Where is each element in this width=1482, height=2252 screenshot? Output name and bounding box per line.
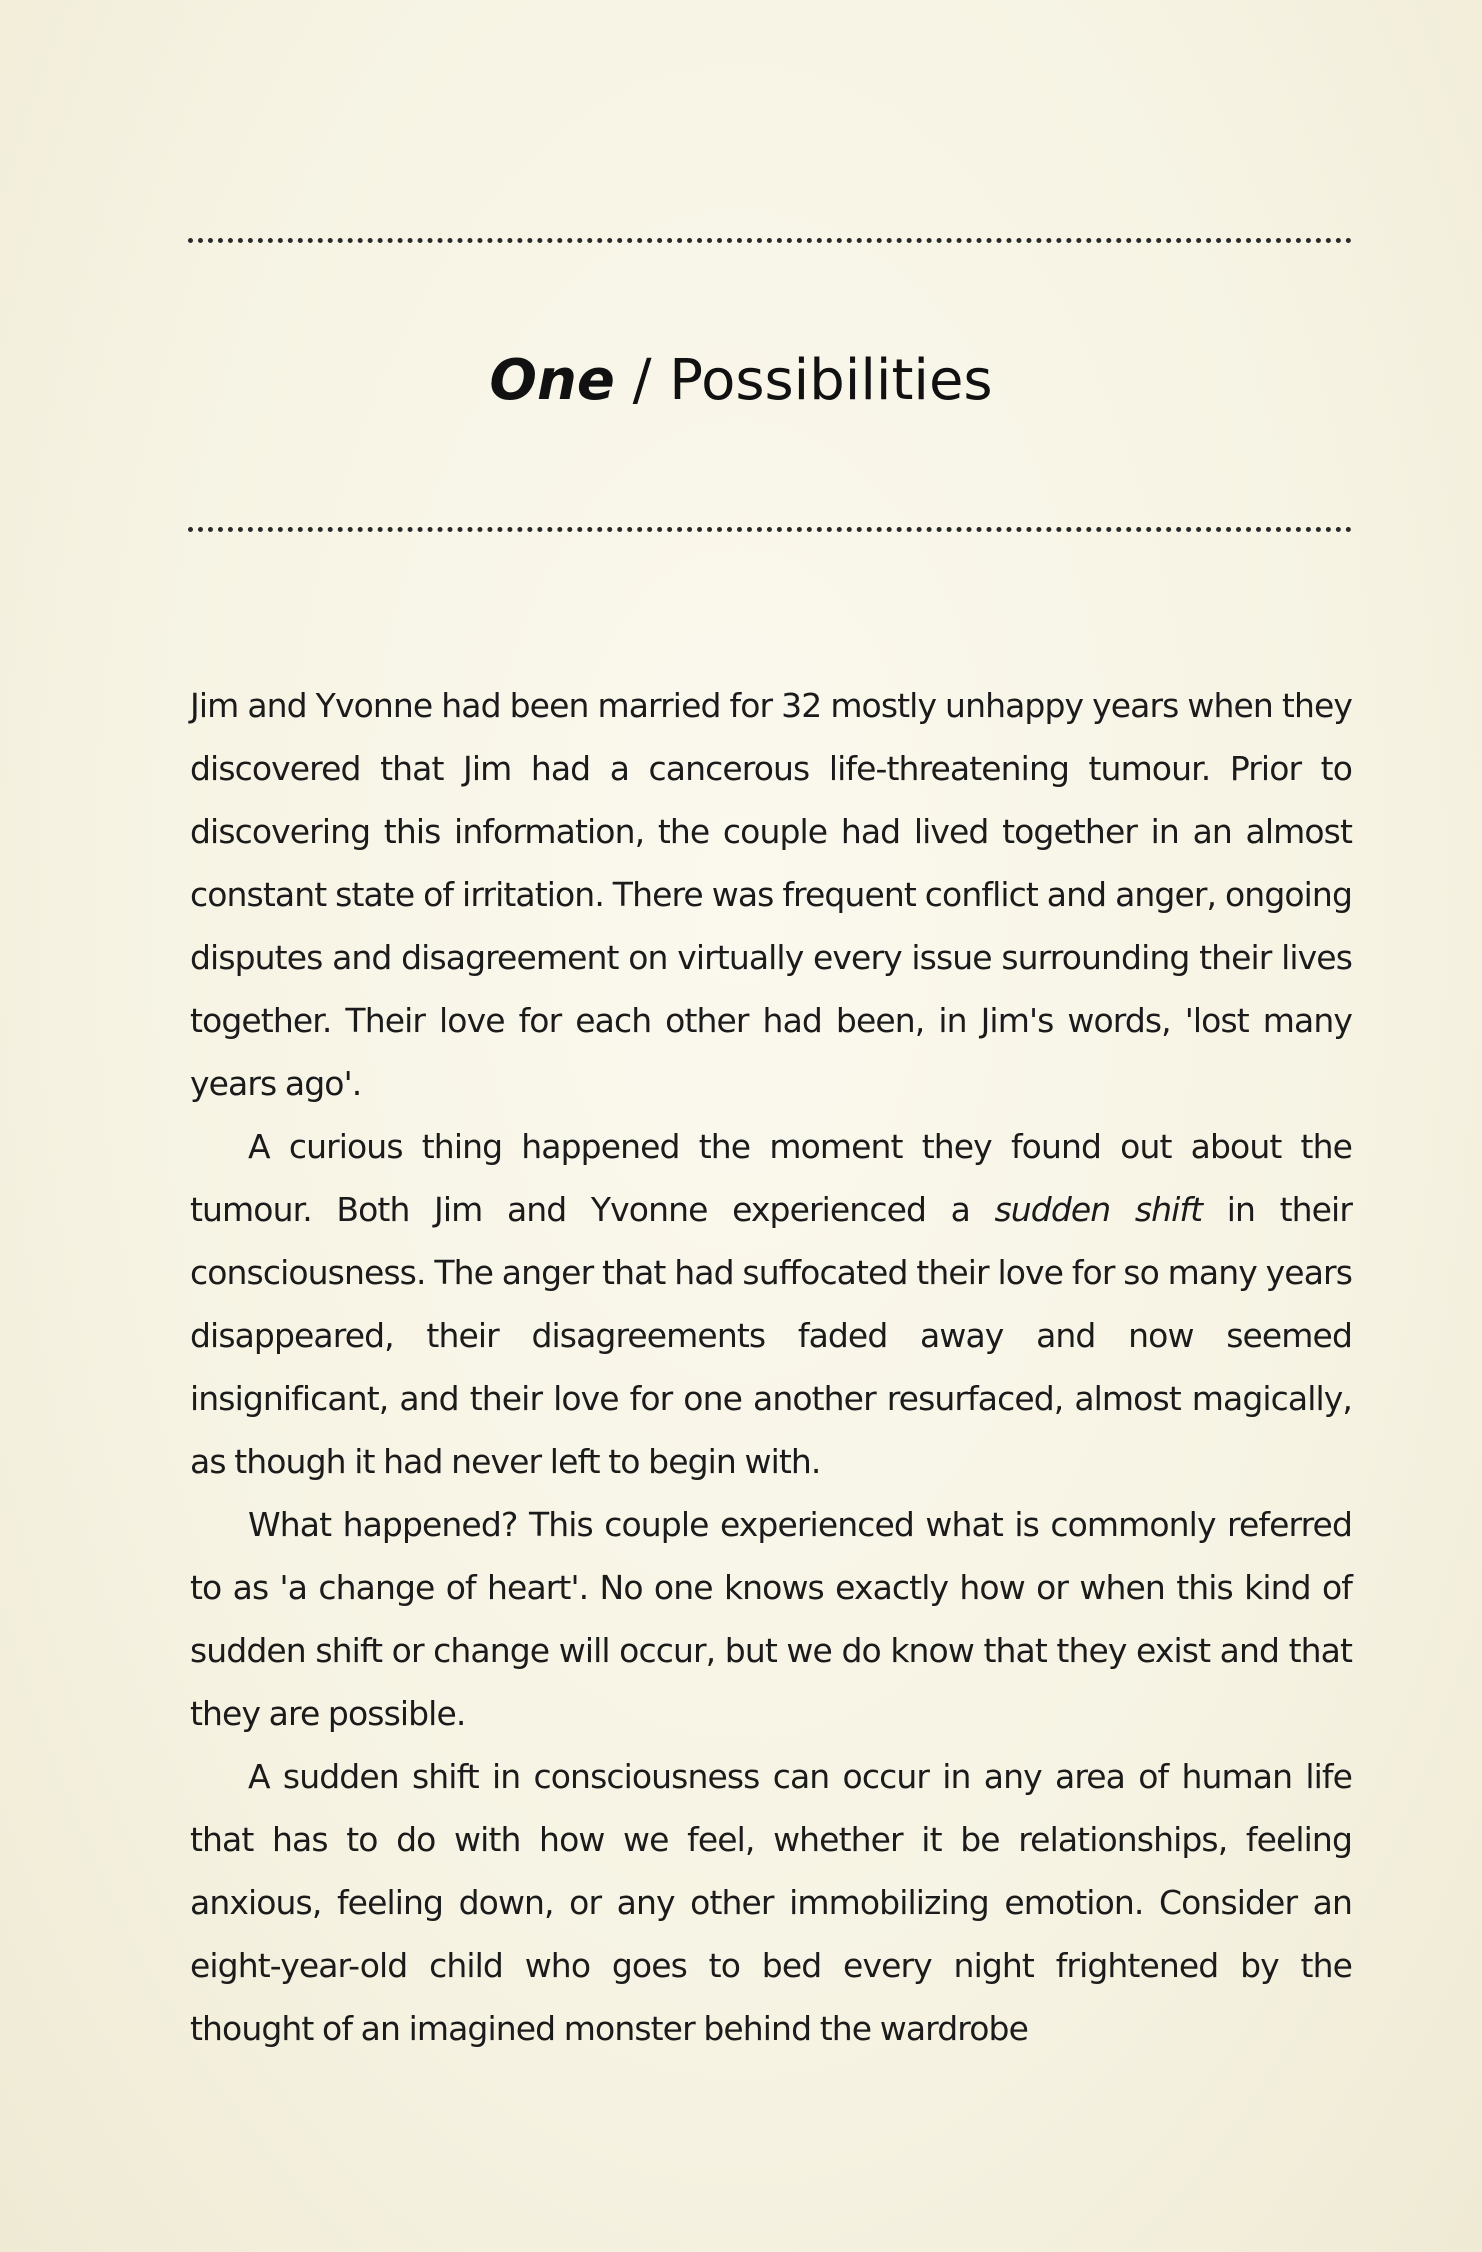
chapter-number: One [489,348,615,413]
paragraph-1: Jim and Yvonne had been married for 32 mostly unhappy years when they discovered that Jim had a cancerous life-threatening tumour. Prior to discovering this information, the couple had lived together in an almost constant state of irritation. There was frequent conflict and anger, ongoing disputes and disagreement on virtually every issue surrounding their lives together. Their love for each other had been, in Jim's words, 'lost many years ago'. [190,686,1352,1103]
paragraph-2-after: in their consciousness. The anger that had suffocated their love for so many years disappeared, their disagreements faded away and now seemed insignificant, and their love for one another resurfaced, almost magically, as though it had never left to begin with. [190,1190,1352,1481]
paragraph-3: What happened? This couple experienced what is commonly referred to as 'a change of heart'. No one knows exactly how or when this kind of sudden shift or change will occur, but we do know that they exist and that they are possible. [190,1505,1352,1733]
chapter-heading [0,345,1482,417]
paragraph-2-emphasis: sudden shift [994,1190,1203,1229]
paragraph-2-before: A curious thing happened the moment they found out about the tumour. Both Jim and Yvonne experienced a [190,1127,1352,1229]
paragraph-4: A sudden shift in consciousness can occur in any area of human life that has to do with how we feel, whether it be relationships, feeling anxious, feeling down, or any other immobilizing emotion. Consider an eight-year-old child who goes to bed every night frightened by the thought of an imagined monster behind the wardrobe [190,1757,1352,2048]
paragraph-2 [190,1115,1352,1493]
dotted-rule-top [188,238,1352,243]
body-text [190,674,1352,2060]
dotted-rule-bottom [188,527,1352,532]
chapter-separator: / [614,348,670,413]
chapter-title: Possibilities [669,348,993,413]
